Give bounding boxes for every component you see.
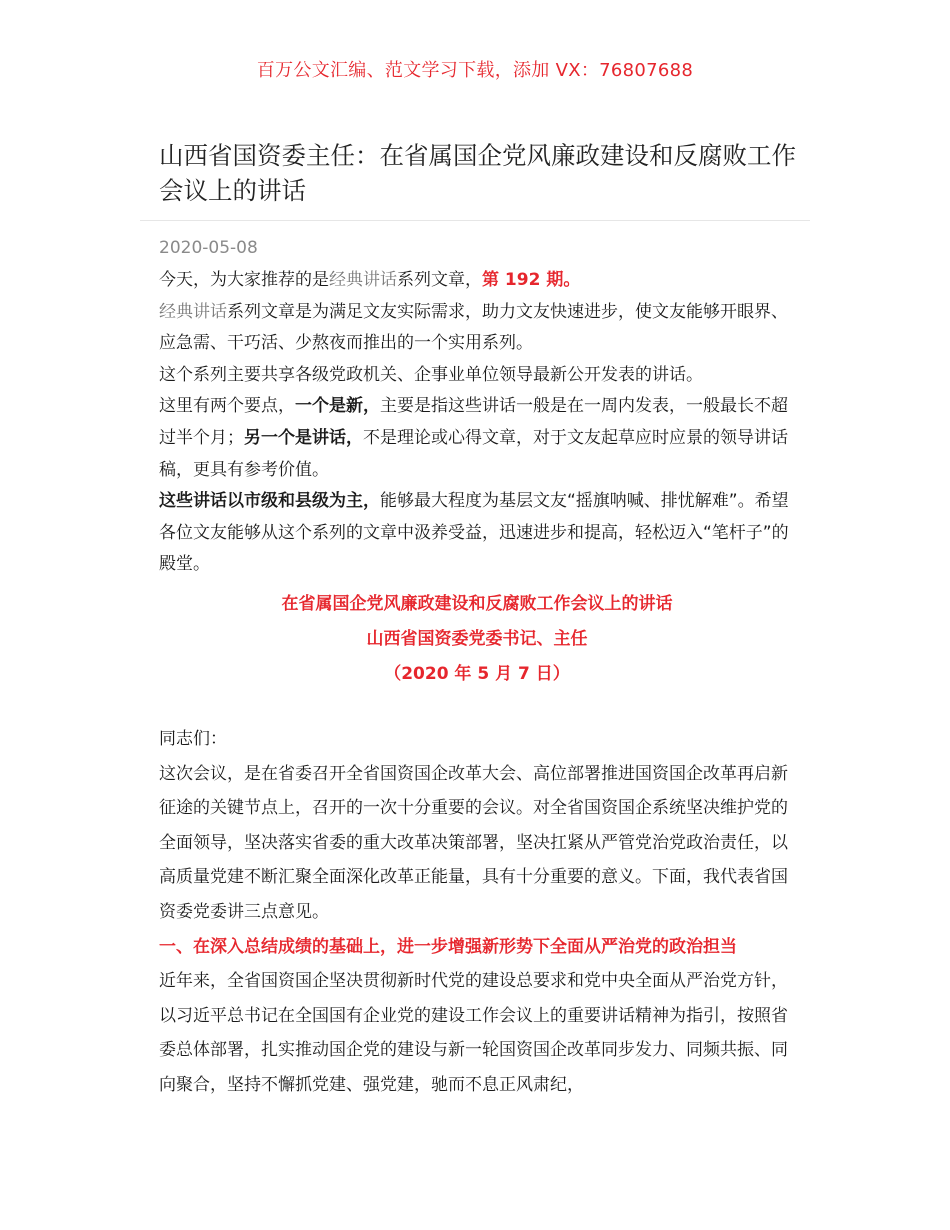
intro-text: 能够最大程度为基层文友“摇旗呐喊、排忧解难”。希望各位文友能够从这个系列的文章中汲养受益，迅速进步和提高，轻松迈入“笔杆子”的殿堂。 bbox=[159, 491, 789, 575]
series-name: 经典讲话 bbox=[159, 301, 227, 322]
intro-paragraph-4 bbox=[159, 391, 795, 486]
intro-text: 不是理论或心得文章，对于文友起草应时应景的领导讲话稿，更具有参考价值。 bbox=[159, 427, 788, 480]
intro-text: 今天，为大家推荐的是 bbox=[159, 270, 329, 290]
speech-header bbox=[159, 587, 795, 692]
intro-paragraph-1 bbox=[159, 265, 795, 297]
salutation: 同志们： bbox=[159, 729, 227, 749]
promo-banner: 百万公文汇编、范文学习下载，添加 VX：76807688 bbox=[256, 60, 694, 81]
intro-text: 这里有两个要点， bbox=[159, 396, 295, 417]
intro-text: 系列文章， bbox=[397, 270, 482, 290]
body-paragraph-2: 近年来，全省国资国企坚决贯彻新时代党的建设总要求和党中央全面从严治党方针，以习近平总书记在全国国有企业党的建设工作会议上的重要讲话精神为指引，按照省委总体部署，扎实推动国企党的建设与新一轮国资国企改革同步发力、同频共振、同向聚合，坚持不懈抓党建、强党建，驰而不息正风肃纪， bbox=[159, 971, 788, 1095]
publish-date: 2020-05-08 bbox=[159, 238, 258, 258]
speech-speaker: 山西省国资委党委书记、主任 bbox=[366, 629, 588, 649]
speech-date: （2020 年 5 月 7 日） bbox=[384, 664, 570, 684]
key-point-1: 一个是新， bbox=[295, 396, 380, 417]
body-paragraph-1: 这次会议，是在省委召开全省国资国企改革大会、高位部署推进国资国企改革再启新征途的关键节点上，召开的一次十分重要的会议。对全省国资国企系统坚决维护党的全面领导，坚决落实省委的重大改革决策部署，坚决扛紧从严管党治党政治责任，以高质量党建不断汇聚全面深化改革正能量，具有十分重要的意义。下面，我代表省国资委党委讲三点意见。 bbox=[159, 763, 788, 922]
section-heading-1: 一、在深入总结成绩的基础上，进一步增强新形势下全面从严治党的政治担当 bbox=[159, 936, 737, 957]
intro-paragraph-5 bbox=[159, 486, 795, 581]
intro-text: 系列文章是为满足文友实际需求，助力文友快速进步，使文友能够开眼界、应急需、干巧活、少熬夜而推出的一个实用系列。 bbox=[159, 301, 788, 354]
title-divider bbox=[140, 220, 810, 221]
intro-section bbox=[159, 265, 795, 581]
intro-paragraph-2 bbox=[159, 297, 795, 360]
article-title: 山西省国资委主任：在省属国企党风廉政建设和反腐败工作会议上的讲话 bbox=[159, 141, 796, 205]
key-point-2: 另一个是讲话， bbox=[244, 427, 363, 448]
issue-number: 第 192 期。 bbox=[482, 270, 581, 290]
intro-paragraph-3: 这个系列主要共享各级党政机关、企事业单位领导最新公开发表的讲话。 bbox=[159, 364, 703, 385]
series-name: 经典讲话 bbox=[329, 270, 397, 290]
speech-body bbox=[159, 722, 795, 1103]
key-point-focus: 这些讲话以市级和县级为主， bbox=[159, 491, 380, 512]
intro-text: 主要是指这些讲话一般是在一周内发表，一般最长不超过半个月； bbox=[159, 396, 788, 448]
speech-title: 在省属国企党风廉政建设和反腐败工作会议上的讲话 bbox=[281, 594, 673, 614]
